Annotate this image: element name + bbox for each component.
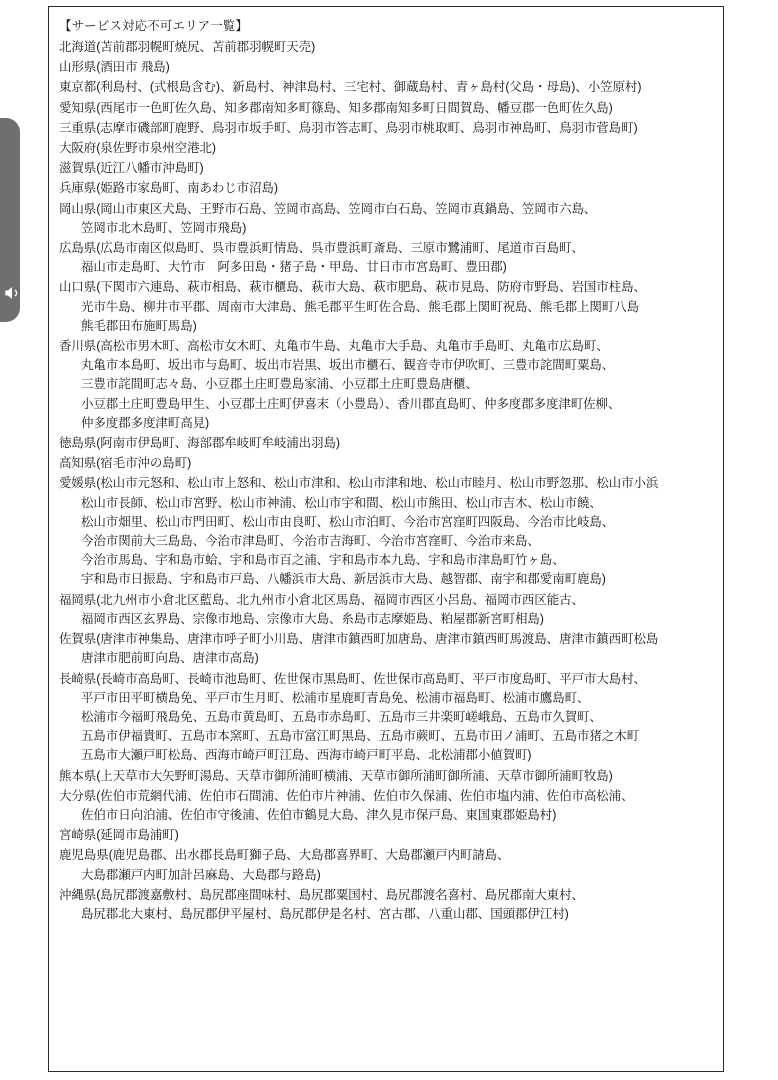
- prefecture-line: 山形県(酒田市 飛島): [59, 60, 170, 75]
- prefecture-line-continued: 松山市畑里、松山市門田町、松山市由良町、松山市泊町、今治市宮窪町四阪島、今治市比岐島、: [81, 514, 615, 529]
- prefecture-yamaguchi: [59, 278, 715, 336]
- prefecture-line-continued: 松浦市今福町飛島免、五島市黄島町、五島市赤島町、五島市三井楽町嵯峨島、五島市久賀町、: [81, 709, 602, 724]
- prefecture-line: 愛媛県(松山市元怒和、松山市上怒和、松山市津和、松山市津和地、松山市睦月、松山市野忽那、松山市小浜: [59, 476, 659, 491]
- service-unavailable-area-list: [48, 6, 724, 1072]
- prefecture-line-continued: 島尻郡北大東村、島尻郡伊平屋村、島尻郡伊是名村、宮古郡、八重山郡、国頭郡伊江村): [81, 906, 569, 921]
- prefecture-line: 北海道(苫前郡羽幌町焼尻、苫前郡羽幌町天売): [59, 40, 316, 54]
- prefecture-ehime: [59, 474, 715, 589]
- page-title: 【サービス対応不可エリア一覧】: [59, 19, 249, 33]
- prefecture-line-continued: 平戸市田平町横島免、平戸市生月町、松浦市星鹿町青島免、松浦市福島町、松浦市鷹島町、: [81, 690, 590, 705]
- prefecture-kochi: [59, 454, 715, 473]
- prefecture-kagoshima: [59, 846, 715, 884]
- prefecture-line-continued: 光市牛島、柳井市平郡、周南市大津島、熊毛郡平生町佐合島、熊毛郡上関町祝島、熊毛郡上関町八島: [81, 299, 640, 314]
- prefecture-line: 熊本県(上天草市大矢野町湯島、天草市御所浦町横浦、天草市御所浦町御所浦、天草市御所浦町牧島): [59, 768, 613, 783]
- prefecture-line-continued: 笠岡市北木島町、笠岡市飛島): [81, 220, 247, 235]
- prefecture-yamagata: [59, 58, 715, 77]
- prefecture-list: [59, 38, 715, 924]
- prefecture-line: 香川県(高松市男木町、高松市女木町、丸亀市牛島、丸亀市大手島、丸亀市手島町、丸亀市広島町、: [59, 339, 609, 354]
- prefecture-line: 岡山県(岡山市東区犬島、王野市石島、笠岡市高島、笠岡市白石島、笠岡市真鍋島、笠岡市六島、: [59, 201, 597, 216]
- prefecture-line-continued: 五島市伊福貴町、五島市本窯町、五島市富江町黒島、五島市蕨町、五島市田ノ浦町、五島市猪之木町: [81, 729, 640, 744]
- prefecture-line: 滋賀県(近江八幡市沖島町): [59, 161, 204, 176]
- prefecture-line: 愛知県(西尾市一色町佐久島、知多郡南知多町篠島、知多郡南知多町日間賀島、幡豆郡一色町佐久島): [59, 100, 613, 115]
- prefecture-line: 東京都(利島村、(式根島含む)、新島村、神津島村、三宅村、御蔵島村、青ヶ島村(父島・母島)、小笠原村): [59, 80, 642, 95]
- prefecture-line-continued: 宇和島市日振島、宇和島市戸島、八幡浜市大島、新居浜市大島、越智郡、南宇和郡愛南町鹿島): [81, 572, 606, 587]
- prefecture-kumamoto: [59, 767, 715, 786]
- prefecture-saga: [59, 630, 715, 668]
- prefecture-line-continued: 大島郡瀬戸内町加計呂麻島、大島郡与路島): [81, 867, 321, 882]
- prefecture-line: 徳島県(阿南市伊島町、海部郡牟岐町牟岐浦出羽島): [59, 436, 340, 451]
- prefecture-okayama: [59, 200, 715, 238]
- prefecture-tokushima: [59, 434, 715, 453]
- prefecture-line: 鹿児島県(鹿児島郡、出水郡長島町獅子島、大島郡喜界町、大島郡瀬戸内町請島、: [59, 848, 510, 863]
- prefecture-osaka: [59, 139, 715, 158]
- prefecture-line-continued: 今治市馬島、宇和島市蛤、宇和島市百之浦、宇和島市本九島、宇和島市津島町竹ヶ島、: [81, 553, 565, 568]
- prefecture-line: 大阪府(泉佐野市泉州空港北): [59, 141, 216, 156]
- prefecture-line-continued: 熊毛郡田布施町馬島): [81, 318, 197, 333]
- prefecture-line-continued: 三豊市詫間町志々島、小豆郡土庄町豊島家浦、小豆郡土庄町豊島唐櫃、: [81, 377, 478, 392]
- prefecture-okinawa: [59, 886, 715, 924]
- prefecture-line: 沖縄県(島尻郡渡嘉敷村、島尻郡座間味村、島尻郡粟国村、島尻郡渡名喜村、島尻郡南大東村、: [59, 887, 584, 902]
- prefecture-line-continued: 小豆郡土庄町豊島甲生、小豆郡土庄町伊喜末（小豊島）、香川郡直島町、仲多度郡多度津町佐柳、: [81, 396, 621, 411]
- prefecture-line: 高知県(宿毛市沖の島町): [59, 456, 192, 471]
- prefecture-line: 三重県(志摩市磯部町鹿野、鳥羽市坂手町、鳥羽市答志町、鳥羽市桃取町、鳥羽市神島町、鳥羽市菅島町): [59, 120, 638, 135]
- prefecture-line: 佐賀県(唐津市神集島、唐津市呼子町小川島、唐津市鎮西町加唐島、唐津市鎮西町馬渡島、唐津市鎮西町松島: [59, 632, 659, 647]
- prefecture-mie: [59, 119, 715, 138]
- prefecture-shiga: [59, 159, 715, 178]
- prefecture-line: 福岡県(北九州市小倉北区藍島、北九州市小倉北区馬島、福岡市西区小呂島、福岡市西区能古、: [59, 592, 584, 607]
- prefecture-line-continued: 今治市関前大三島島、今治市津島町、今治市吉海町、今治市宮窪町、今治市来島、: [81, 534, 540, 549]
- prefecture-aichi: [59, 99, 715, 118]
- bottom-edge: [0, 1076, 778, 1080]
- prefecture-fukuoka: [59, 591, 715, 629]
- prefecture-line-continued: 福岡市西区玄界島、宗像市地島、宗像市大島、糸島市志摩姫島、粕屋郡新宮町相島): [81, 611, 544, 626]
- prefecture-hyogo: [59, 179, 715, 198]
- prefecture-line: 大分県(佐伯市荒網代浦、佐伯市石間浦、佐伯市片神浦、佐伯市久保浦、佐伯市塩内浦、佐伯市高松浦、: [59, 788, 634, 803]
- prefecture-line-continued: 五島市大瀬戸町松島、西海市崎戸町江島、西海市崎戸町平島、北松浦郡小値賀町): [81, 748, 532, 763]
- prefecture-line: 宮崎県(延岡市島浦町): [59, 828, 179, 843]
- prefecture-line: 広島県(広島市南区似島町、呉市豊浜町情島、呉市豊浜町斎島、三原市鷺浦町、尾道市百島町、: [59, 241, 584, 256]
- prefecture-miyazaki: [59, 826, 715, 845]
- prefecture-line-continued: 佐伯市日向泊浦、佐伯市守後浦、佐伯市鶴見大島、津久見市保戸島、東国東郡姫島村): [81, 807, 557, 822]
- prefecture-tokyo: [59, 78, 715, 97]
- prefecture-line-continued: 仲多度郡多度津町高見): [81, 415, 210, 430]
- prefecture-line-continued: 唐津市肥前町向島、唐津市高島): [81, 651, 259, 666]
- prefecture-hokkaido: [59, 38, 715, 57]
- prefecture-line: 山口県(下関市六連島、萩市相島、萩市櫃島、萩市大島、萩市肥島、萩市見島、防府市野島、岩国市柱島、: [59, 280, 646, 295]
- prefecture-oita: [59, 787, 715, 825]
- prefecture-line-continued: 福山市走島町、大竹市 阿多田島・猪子島・甲島、廿日市市宮島町、豊田郡): [81, 260, 507, 275]
- speaker-icon[interactable]: [2, 283, 22, 303]
- prefecture-line: 兵庫県(姫路市家島町、南あわじ市沼島): [59, 181, 278, 196]
- prefecture-line-continued: 松山市長師、松山市宮野、松山市神浦、松山市宇和間、松山市熊田、松山市吉木、松山市饒、: [81, 495, 602, 510]
- prefecture-nagasaki: [59, 670, 715, 766]
- prefecture-line-continued: 丸亀市本島町、坂出市与島町、坂出市岩黒、坂出市櫃石、観音寺市伊吹町、三豊市詫間町粟島、: [81, 358, 615, 373]
- prefecture-line: 長崎県(長崎市高島町、長崎市池島町、佐世保市黒島町、佐世保市高島町、平戸市度島町、平戸市大島村、: [59, 671, 646, 686]
- prefecture-hiroshima: [59, 239, 715, 277]
- prefecture-kagawa: [59, 337, 715, 433]
